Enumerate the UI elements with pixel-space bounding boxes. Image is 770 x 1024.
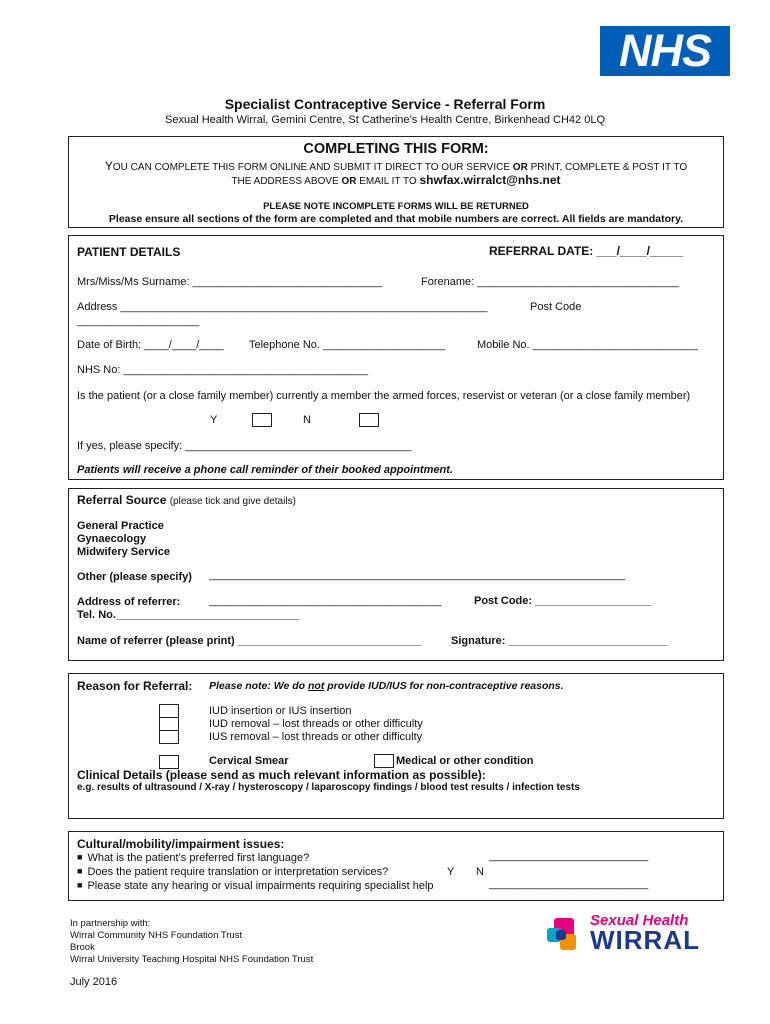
medical-condition-label: Medical or other condition <box>396 755 534 767</box>
instructions-line-1: YOU CAN COMPLETE THIS FORM ONLINE AND SUBMIT IT DIRECT TO OUR SERVICE OR PRINT, COMPLETE & POST IT TO <box>104 159 688 173</box>
translation-question: ■ Does the patient require translation or interpretation services? <box>77 866 388 878</box>
nhs-logo: NHS <box>600 26 730 76</box>
postcode-label: Post Code <box>530 301 582 313</box>
form-subtitle: Sexual Health Wirral, Gemini Centre, St Catherine’s Health Centre, Birkenhead CH42 0LQ <box>165 114 605 126</box>
armed-forces-yes-label: Y <box>210 414 218 426</box>
checkbox-cervical-smear[interactable] <box>159 755 179 769</box>
instructions-heading: COMPLETING THIS FORM: <box>303 141 489 157</box>
cultural-heading: Cultural/mobility/impairment issues: <box>77 837 285 851</box>
form-date: July 2016 <box>70 976 118 988</box>
armed-forces-no-checkbox[interactable] <box>359 413 379 427</box>
reason-for-referral-section <box>68 673 724 819</box>
language-question: ■ What is the patient’s preferred first language? <box>77 852 309 864</box>
email-link[interactable]: shwfax.wirralct@nhs.net <box>419 173 561 187</box>
checkbox-iud-removal[interactable] <box>159 717 179 731</box>
armed-forces-question: Is the patient (or a close family member) currently a member the armed forces, reservist or veteran (or a close family member) <box>77 390 691 402</box>
patient-details-section <box>68 235 724 480</box>
language-field[interactable]: __________________________ <box>489 850 649 862</box>
patient-details-heading: PATIENT DETAILS <box>77 245 181 259</box>
referrer-tel-field[interactable]: Tel. No.______________________________ <box>77 609 300 621</box>
forename-field[interactable]: Forename: _________________________________ <box>421 276 680 288</box>
mobile-field[interactable]: Mobile No. ___________________________ <box>477 339 698 351</box>
checkbox-iud-insertion[interactable] <box>159 704 179 718</box>
translation-no[interactable]: N <box>476 866 484 878</box>
incomplete-warning: PLEASE NOTE INCOMPLETE FORMS WILL BE RETURNED <box>263 201 529 212</box>
armed-forces-yes-checkbox[interactable] <box>252 413 272 427</box>
address-field[interactable]: Address ____________________________________________________________ <box>77 301 488 313</box>
referrer-address-field[interactable]: ______________________________________ <box>209 595 442 607</box>
signature-field[interactable]: Signature: __________________________ <box>451 635 668 647</box>
armed-forces-no-label: N <box>303 414 311 426</box>
referral-source-heading: Referral Source (please tick and give details) <box>77 493 296 507</box>
other-field[interactable]: ____________________________________________________________________ <box>209 569 626 581</box>
surname-field[interactable]: Mrs/Miss/Ms Surname: _______________________________ <box>77 276 383 288</box>
reason-heading: Reason for Referral: <box>77 679 193 693</box>
cultural-section <box>68 831 724 901</box>
option-iud-insertion: IUD insertion or IUS insertion <box>209 705 352 717</box>
telephone-field[interactable]: Telephone No. ____________________ <box>249 339 446 351</box>
referral-source-section <box>68 488 724 661</box>
checkbox-medical-condition[interactable] <box>374 754 394 768</box>
dob-field[interactable]: Date of Birth: ____/____/____ <box>77 339 224 351</box>
translation-yes[interactable]: Y <box>447 866 455 878</box>
impairment-question: ■ Please state any hearing or visual impairments requiring specialist help <box>77 880 434 892</box>
reason-options <box>209 705 423 744</box>
clinical-details-heading: Clinical Details (please send as much relevant information as possible): <box>77 768 486 782</box>
referral-date-field[interactable]: REFERRAL DATE: ___/____/_____ <box>489 244 684 258</box>
impairment-field[interactable]: __________________________ <box>489 878 649 890</box>
option-iud-removal: IUD removal – lost threads or other difficulty <box>209 718 423 730</box>
reminder-notice: Patients will receive a phone call reminder of their booked appointment. <box>77 464 453 476</box>
referrer-name-field[interactable]: Name of referrer (please print) ______________________________ <box>77 635 422 647</box>
logo-line-2: WIRRAL <box>590 925 700 955</box>
address-line-2[interactable]: ____________________ <box>77 315 200 327</box>
instructions-box <box>68 136 724 228</box>
reason-note: Please note: We do not provide IUD/IUS for non-contraceptive reasons. <box>209 680 564 692</box>
other-label: Other (please specify) <box>77 571 192 583</box>
referral-source-options <box>77 520 170 559</box>
referrer-address-label: Address of referrer: <box>77 596 181 608</box>
nhs-number-field[interactable]: NHS No: ________________________________________ <box>77 364 369 376</box>
option-general-practice[interactable]: General Practice <box>77 520 164 532</box>
referrer-postcode-field[interactable]: Post Code: ___________________ <box>474 595 652 607</box>
sexual-health-wirral-logo <box>546 914 736 958</box>
clinical-details-example: e.g. results of ultrasound / X-ray / hysteroscopy / laparoscopy findings / blood test results / infection tests <box>77 782 580 793</box>
form-title: Specialist Contraceptive Service - Referral Form <box>224 96 546 112</box>
mandatory-notice: Please ensure all sections of the form are completed and that mobile numbers are correct. All fields are mandatory. <box>108 213 684 225</box>
option-gynaecology[interactable]: Gynaecology <box>77 533 147 545</box>
option-midwifery[interactable]: Midwifery Service <box>77 546 170 558</box>
option-ius-removal: IUS removal – lost threads or other difficulty <box>209 731 423 743</box>
checkbox-ius-removal[interactable] <box>159 730 179 744</box>
cervical-smear-label: Cervical Smear <box>209 755 289 767</box>
logo-line-1: Sexual Health <box>590 912 689 929</box>
instructions-line-2: THE ADDRESS ABOVE OR EMAIL IT TO shwfax.wirralct@nhs.net <box>231 173 561 187</box>
partnership-text: In partnership with: Wirral Community NHS Foundation Trust Brook Wirral University Teaching Hospital NHS Foundation Trust <box>70 918 314 965</box>
if-yes-specify-field[interactable]: If yes, please specify: _____________________________________ <box>77 440 412 452</box>
